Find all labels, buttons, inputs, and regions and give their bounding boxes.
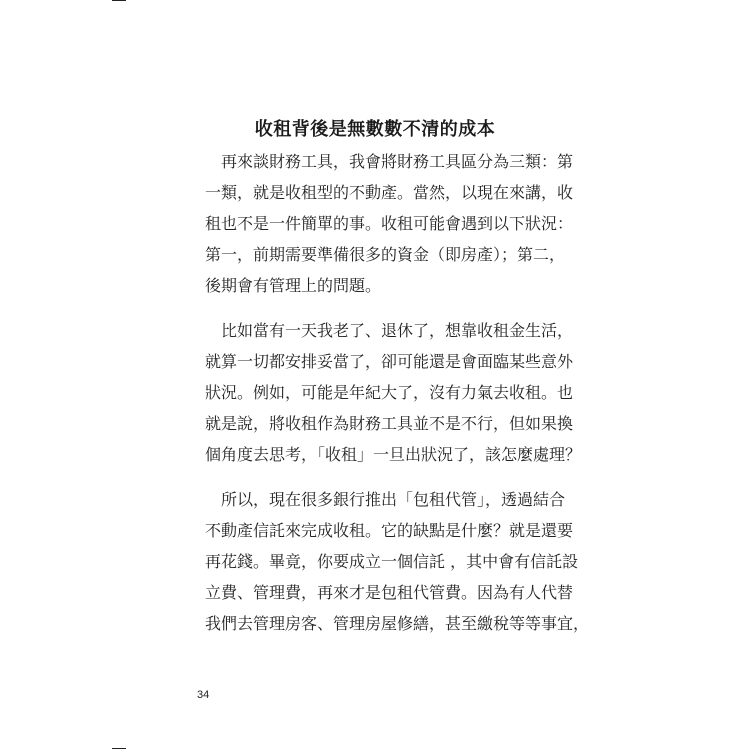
text-line: 所以，現在很多銀行推出「包租代管」，透過結合 <box>205 490 566 509</box>
text-line: 就是說，將收租作為財務工具並不是不行，但如果換 <box>205 414 574 433</box>
crop-mark-bottom <box>112 748 126 749</box>
body-text <box>205 146 590 653</box>
paragraph-2 <box>205 315 582 470</box>
section-title: 收租背後是無數數不清的成本 <box>254 119 496 140</box>
paragraph-1 <box>205 146 575 301</box>
paragraph-3 <box>205 484 590 639</box>
text-line: 立費、管理費，再來才是包租代管費。因為有人代替 <box>205 583 574 602</box>
text-line: 再來談財務工具，我會將財務工具區分為三類：第 <box>205 152 574 171</box>
crop-mark-top <box>112 0 126 1</box>
page-number: 34 <box>197 689 210 701</box>
text-line: 就算一切都安排妥當了，卻可能還是會面臨某些意外 <box>205 352 574 371</box>
text-line: 我們去管理房客、管理房屋修繕，甚至繳稅等等事宜， <box>205 614 590 633</box>
text-line: 租也不是一件簡單的事。收租可能會遇到以下狀況： <box>205 214 574 233</box>
text-line: 不動產信託來完成收租。它的缺點是什麼？就是還要 <box>205 521 574 540</box>
text-line: 後期會有管理上的問題。 <box>205 276 382 295</box>
text-line: 比如當有一天我老了、退休了，想靠收租金生活， <box>205 321 574 340</box>
text-line: 再花錢。畢竟，你要成立一個信託 ，其中會有信託設 <box>205 552 579 571</box>
text-line: 狀況。例如，可能是年紀大了，沒有力氣去收租。也 <box>205 383 574 402</box>
text-line: 第一，前期需要準備很多的資金（即房產）；第二， <box>205 245 566 264</box>
text-line: 個角度去思考，「收租」一旦出狀況了，該怎麼處理？ <box>205 445 582 464</box>
text-line: 一類，就是收租型的不動產。當然，以現在來講，收 <box>205 183 574 202</box>
